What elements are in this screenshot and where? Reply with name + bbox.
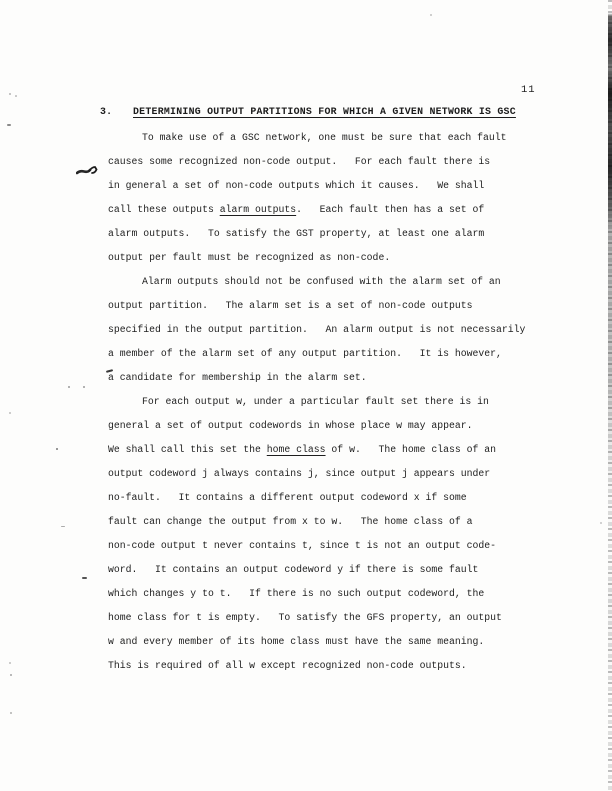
scan-speck	[82, 577, 87, 579]
text-segment: in general a set of non-code outputs which it causes. We shall	[108, 180, 485, 191]
section-number: 3.	[100, 106, 113, 117]
text-segment: . Each fault then has a set of	[296, 204, 485, 215]
scan-edge-artifact	[608, 0, 612, 791]
text-segment: output partition. The alarm set is a set of non-code outputs	[108, 300, 473, 311]
text-segment: We shall call this set the	[108, 444, 267, 455]
text-segment: output per fault must be recognized as non-code.	[108, 252, 391, 263]
text-line	[108, 318, 548, 342]
scan-speck	[10, 674, 12, 676]
text-segment: w and every member of its home class must have the same meaning.	[108, 636, 485, 647]
text-segment: alarm outputs. To satisfy the GST property, at least one alarm	[108, 228, 485, 239]
scan-speck	[9, 93, 11, 95]
page-number: 11	[521, 84, 536, 96]
scan-speck	[9, 412, 11, 414]
text-segment: a candidate for membership in the alarm set.	[108, 372, 367, 383]
text-segment: This is required of all w except recognized non-code outputs.	[108, 660, 467, 671]
text-segment: call these outputs	[108, 204, 220, 215]
text-line	[108, 390, 548, 414]
section-title: DETERMINING OUTPUT PARTITIONS FOR WHICH A GIVEN NETWORK IS GSC	[133, 106, 516, 117]
text-line	[108, 126, 548, 150]
text-line	[108, 558, 548, 582]
text-segment: fault can change the output from x to w. The home class of a	[108, 516, 473, 527]
text-line	[108, 630, 548, 654]
underlined-term: home class	[266, 444, 326, 455]
text-line	[108, 246, 548, 270]
scan-speck	[430, 14, 432, 16]
text-line	[108, 606, 548, 630]
text-line	[108, 174, 548, 198]
paragraph	[108, 390, 548, 678]
scan-speck	[15, 95, 17, 97]
scan-speck	[10, 712, 12, 714]
paragraph	[108, 126, 548, 270]
scan-speck	[83, 386, 85, 388]
text-line	[108, 150, 548, 174]
text-line	[108, 294, 548, 318]
text-segment: a member of the alarm set of any output partition. It is however,	[108, 348, 502, 359]
text-segment: word. It contains an output codeword y if there is some fault	[108, 564, 479, 575]
scan-speck	[61, 526, 65, 527]
text-line	[108, 534, 548, 558]
text-segment: home class for t is empty. To satisfy the GFS property, an output	[108, 612, 502, 623]
underlined-term: alarm outputs	[219, 204, 297, 215]
text-segment: To make use of a GSC network, one must be sure that each fault	[142, 132, 507, 143]
text-line	[108, 654, 548, 678]
pencil-mark	[76, 164, 98, 178]
text-segment: general a set of output codewords in whose place w may appear.	[108, 420, 473, 431]
text-line	[108, 438, 548, 462]
scan-speck	[7, 124, 11, 126]
text-line	[108, 366, 548, 390]
text-segment: For each output w, under a particular fault set there is in	[142, 396, 489, 407]
text-line	[108, 462, 548, 486]
text-segment: non-code output t never contains t, since t is not an output code-	[108, 540, 497, 551]
document-body	[108, 126, 548, 678]
text-line	[108, 486, 548, 510]
text-line	[108, 270, 548, 294]
text-line	[108, 198, 548, 222]
text-line	[108, 414, 548, 438]
text-segment: specified in the output partition. An alarm output is not necessarily	[108, 324, 526, 335]
scan-speck	[9, 662, 11, 664]
text-segment: causes some recognized non-code output. For each fault there is	[108, 156, 491, 167]
text-segment: of w. The home class of an	[325, 444, 497, 455]
text-segment: Alarm outputs should not be confused with the alarm set of an	[142, 276, 501, 287]
scan-speck	[600, 522, 602, 524]
scan-speck	[56, 448, 58, 450]
text-line	[108, 510, 548, 534]
text-segment: no-fault. It contains a different output codeword x if some	[108, 492, 467, 503]
section-heading	[100, 100, 516, 124]
text-line	[108, 222, 548, 246]
text-line	[108, 342, 548, 366]
text-segment: output codeword j always contains j, since output j appears under	[108, 468, 491, 479]
scan-speck	[68, 386, 70, 388]
paragraph	[108, 270, 548, 390]
text-segment: which changes y to t. If there is no such output codeword, the	[108, 588, 485, 599]
text-line	[108, 582, 548, 606]
